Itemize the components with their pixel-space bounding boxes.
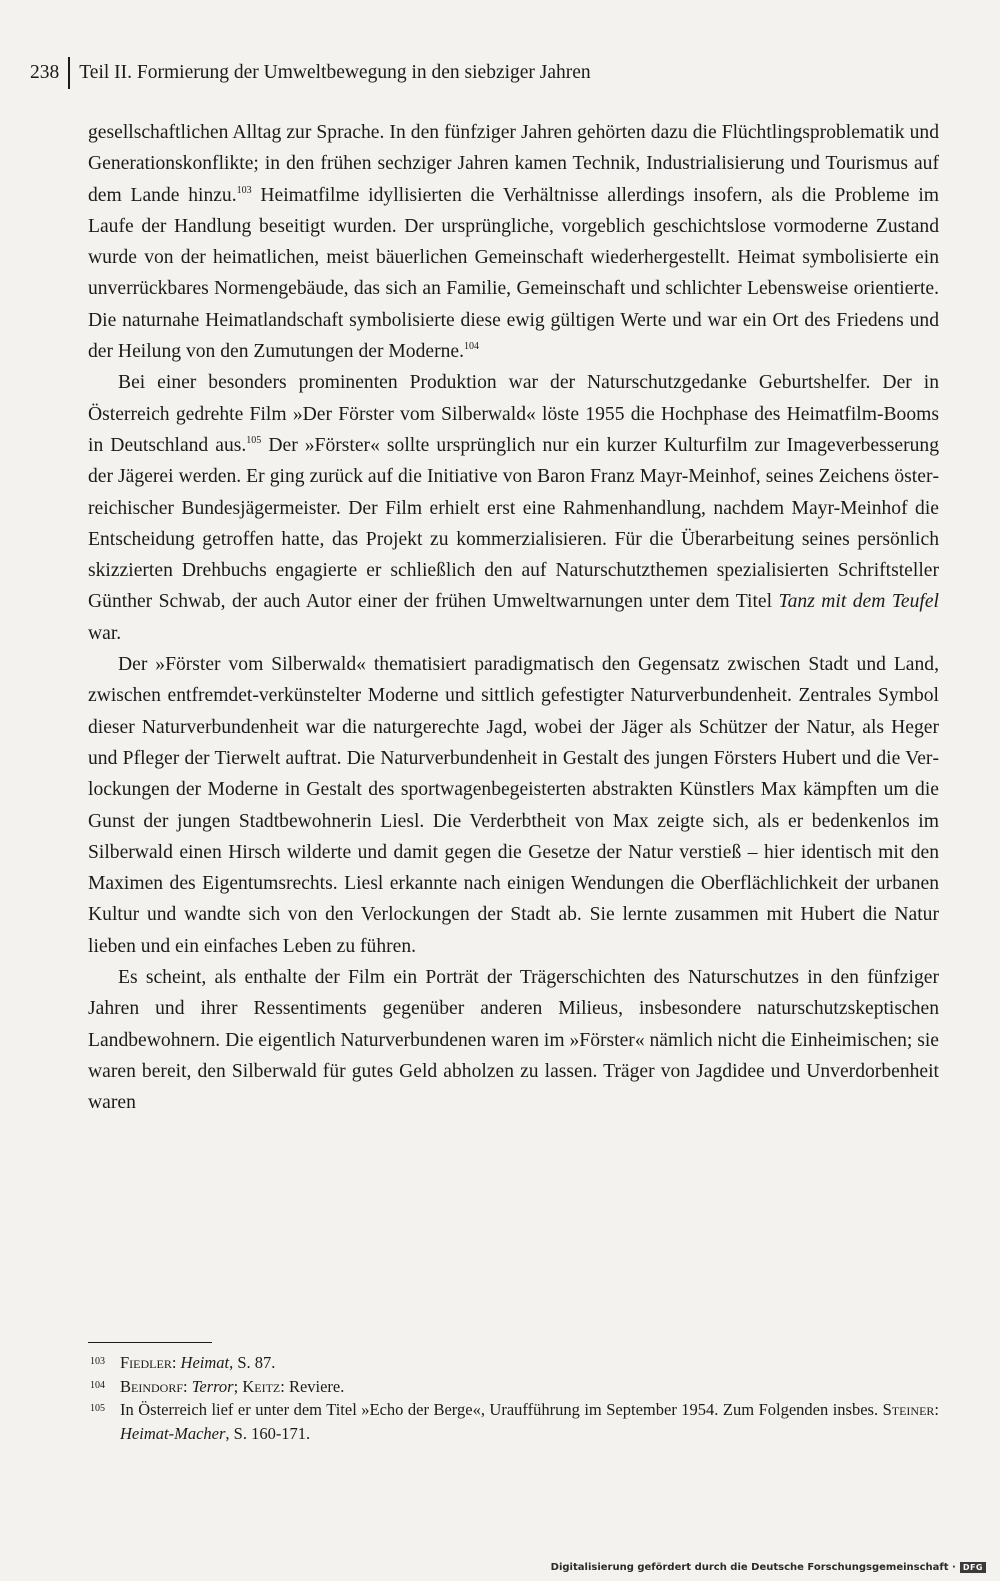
footnote-separator [88, 1342, 212, 1343]
header-divider [68, 57, 70, 89]
page-number: 238 [30, 62, 60, 83]
footnote-ref-105: 105 [246, 434, 262, 446]
paragraph-1 [88, 117, 939, 367]
footnote-title: Heimat [180, 1353, 230, 1372]
footnote-ref-104: 104 [464, 341, 479, 353]
footnote-author: Beindorf: [120, 1376, 188, 1396]
body-text [88, 117, 939, 1119]
footnote-rest: , S. 87. [229, 1353, 276, 1372]
paragraph-1-text-b: Heimatfilme idyllisierten die Verhältnisse allerdings insofern, als die Probleme im Laufe der Handlung beseitigt wurden. Der ursprüngliche, vorgeblich geschichtslose vormoderne Zustand wurde von der heimatlichen, meist bäuerlichen Gemeinschaft wiederhergestellt. Heimat symbolisierte ein unverrückbares Normengebäude, das sich an Familie, Gemeinschaft und schlichter Lebensweise orientierte. Die naturnahe Heimatlandschaft symbolisierte diese ewig gültigen Werte und war ein Ort des Friedens und der Heilung von den Zumutungen der Moderne. [88, 184, 939, 363]
footnote-number: 105 [90, 1403, 105, 1415]
running-header [30, 56, 591, 90]
footnote-103 [88, 1351, 939, 1375]
paragraph-2-text-a: Bei einer besonders prominenten Produktion war der Naturschutzgedanke Geburtshelfer. Der in Österreich gedrehte Film »Der Förster vom Silberwald« löste 1955 die Hochphase des Heimatfilm-Booms in Deutschland aus. [88, 372, 939, 456]
footnote-number: 104 [90, 1379, 105, 1391]
footnote-number: 103 [90, 1356, 105, 1367]
footnote-author: Fiedler: [120, 1353, 177, 1372]
paragraph-2-text-c: war. [88, 622, 122, 644]
footnote-rest: : Reviere. [280, 1376, 345, 1396]
footnote-separator-text: ; [233, 1376, 243, 1396]
dfg-logo-icon: DFG [960, 1562, 986, 1573]
footnotes [88, 1351, 939, 1446]
footnote-author: Keitz [242, 1376, 281, 1396]
paragraph-2-book-title: Tanz mit dem Teufel [778, 591, 939, 613]
paragraph-2-text-b: Der »Förster« sollte ursprünglich nur ein kurzer Kulturfilm zur Imageverbesserung der Jägerei werden. Er ging zurück auf die Initiative von Baron Franz Mayr-Meinhof, seines Zeichens österreichischer Bundesjägermeister. Der Film erhielt erst eine Rahmenhandlung, nachdem Mayr-Meinhof die Entscheidung getroffen hatte, das Projekt zu kommerzialisieren. Für die Überarbeitung seines persönlich skizzierten Drehbuchs engagierte er schließlich den auf Naturschutzthemen spezialisierten Schriftsteller Günther Schwab, der auch Autor einer der frühen Umweltwarnungen unter dem Titel [88, 434, 939, 613]
running-title: Teil II. Formierung der Umweltbewegung in den siebziger Jahren [79, 62, 591, 83]
footnote-title: Heimat-Macher [120, 1424, 226, 1444]
digitization-footer [551, 1562, 986, 1573]
footnote-author: Steiner: [882, 1400, 939, 1420]
paragraph-1-text-a: gesellschaftlichen Alltag zur Sprache. In den fünfziger Jahren gehörten dazu die Flüchtlingsproblematik und Generationskonflikte; in den frühen sechziger Jahren kamen Technik, Industrialisierung und Tourismus auf dem Lande hinzu. [88, 122, 939, 206]
footnote-text: In Österreich lief er unter dem Titel »Echo der Berge«, Uraufführung im September 1954. Zum Folgenden insbes. [120, 1400, 883, 1420]
footnote-ref-103: 103 [236, 184, 252, 196]
paragraph-3: Der »Förster vom Silberwald« thematisiert paradigmatisch den Gegensatz zwischen Stadt und Land, zwischen entfremdet-verkünstelter Moderne und sittlich gefestigter Naturverbundenheit. Zentrales Symbol dieser Naturverbundenheit war die naturgerechte Jagd, wobei der Jäger als Schützer der Natur, als Heger und Pfleger der Tierwelt auftrat. Die Naturverbundenheit in Gestalt des jungen Försters Hubert und die Verlockungen der Moderne in Gestalt des sportwagenbegeisterten abstrakten Künstlers Max kämpften um die Gunst der jungen Stadtbewohnerin Liesl. Die Verderbtheit von Max zeigte sich, als er bedenkenlos im Silberwald einen Hirsch wilderte und damit gegen die Gesetze der Natur verstieß – hier identisch mit den Maximen des Eigentumsrechts. Liesl erkannte nach einigen Wendungen die Oberflächlichkeit der urbanen Kultur und wandte sich von den Verlockungen der Stadt ab. Sie lernte zusammen mit Hubert die Natur lieben und ein einfaches Leben zu führen. [88, 654, 939, 957]
footnote-104 [88, 1375, 939, 1399]
footnote-rest: , S. 160-171. [225, 1424, 311, 1444]
digitization-note: Digitalisierung gefördert durch die Deutsche Forschungsgemeinschaft · [550, 1562, 956, 1573]
paragraph-2 [88, 367, 939, 649]
footnote-title: Terror [191, 1376, 234, 1396]
footnote-105 [88, 1398, 939, 1445]
paragraph-4: Es scheint, als enthalte der Film ein Porträt der Trägerschichten des Naturschutzes in den fünfziger Jahren und ihrer Ressentiments gegenüber anderen Milieus, insbesondere naturschutzskeptischen Landbewohnern. Die eigentlich Naturverbundenen waren im »Förster« nämlich nicht die Einheimischen; sie waren bereit, den Silberwald für gutes Geld abholzen zu lassen. Träger von Jagdidee und Unverdorbenheit waren [88, 967, 939, 1114]
